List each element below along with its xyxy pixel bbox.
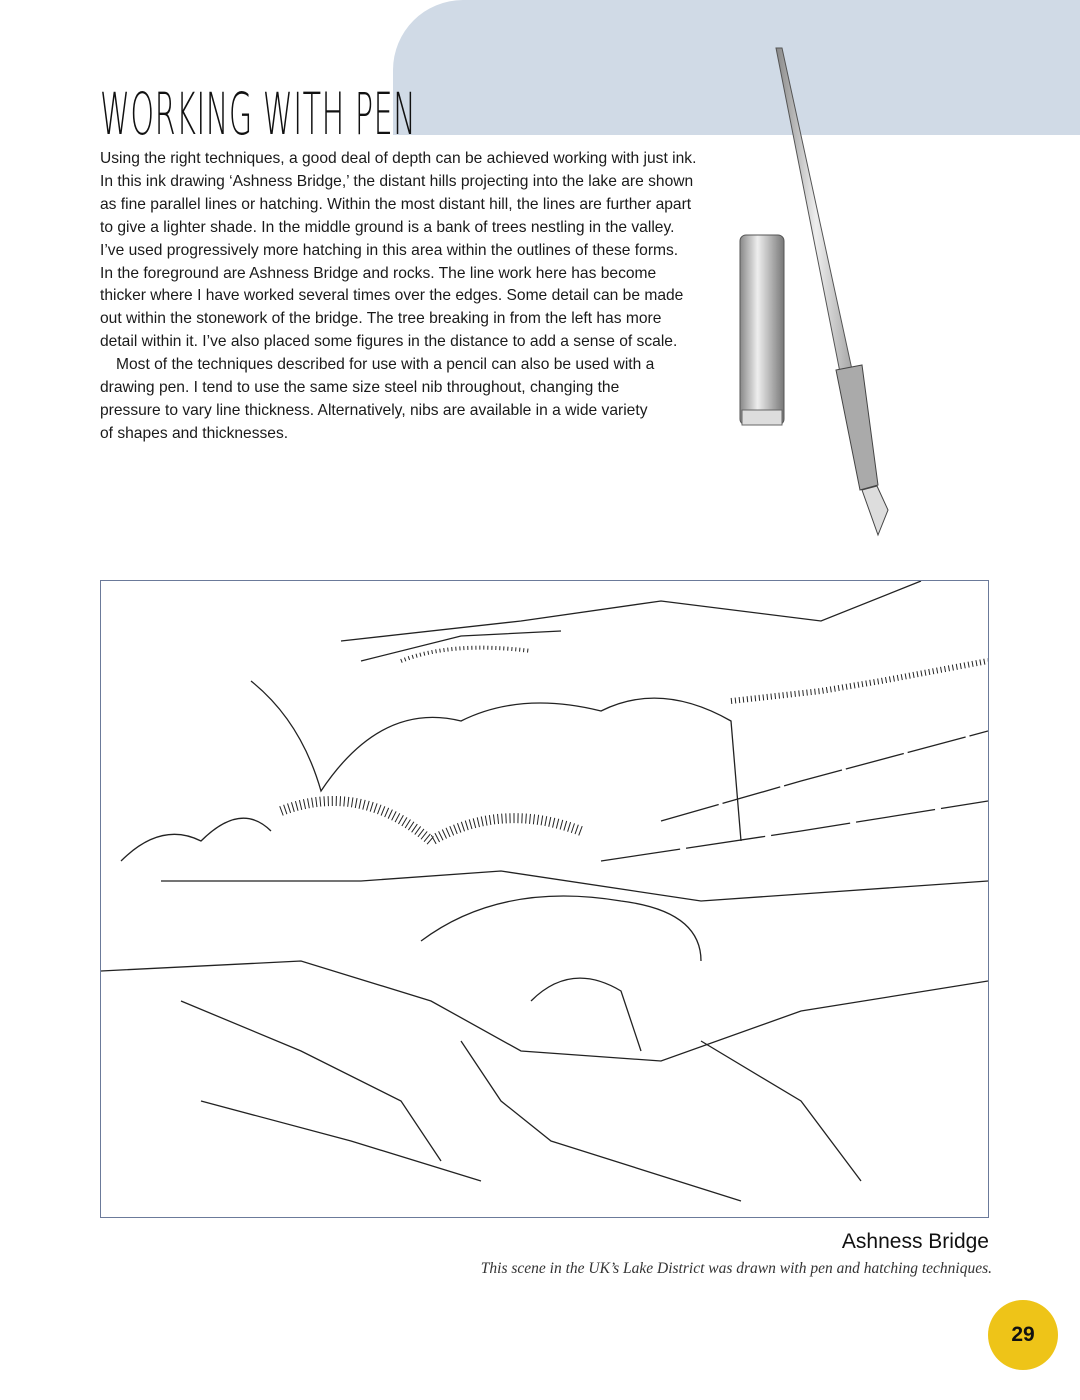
body-line: detail within it. I’ve also placed some figures in the distance to add a sense of scale. (100, 333, 678, 351)
body-line: to give a lighter shade. In the middle ground is a bank of trees nestling in the valley. (100, 218, 675, 236)
body-line: drawing pen. I tend to use the same size steel nib throughout, changing the (100, 379, 620, 397)
body-line: pressure to vary line thickness. Alternatively, nibs are available in a wide variety (100, 401, 648, 419)
pen-body (776, 48, 888, 535)
page-title: WORKING WITH PEN (100, 80, 417, 148)
page-number-badge: 29 (988, 1300, 1058, 1370)
figure-caption-title: Ashness Bridge (841, 1230, 989, 1253)
body-text (100, 148, 740, 446)
body-line: of shapes and thicknesses. (100, 424, 289, 442)
body-line: In the foreground are Ashness Bridge and rocks. The line work here has become (100, 264, 657, 282)
pen-cap (740, 235, 784, 425)
figure-caption-text: This scene in the UK’s Lake District was drawn with pen and hatching techniques. (480, 1260, 992, 1277)
ink-sketch (101, 581, 988, 1217)
fountain-pen-illustration (720, 40, 920, 550)
body-line: I’ve used progressively more hatching in this area within the outlines of these forms. (100, 241, 679, 259)
ashness-bridge-drawing (100, 580, 989, 1218)
body-line: as fine parallel lines or hatching. Within the most distant hill, the lines are further apart (100, 195, 692, 213)
body-line: thicker where I have worked several times over the edges. Some detail can be made (100, 287, 684, 305)
body-line: out within the stonework of the bridge. The tree breaking in from the left has more (100, 310, 662, 328)
body-line: In this ink drawing ‘Ashness Bridge,’ the distant hills projecting into the lake are shown (100, 172, 694, 190)
body-line: Using the right techniques, a good deal of depth can be achieved working with just ink. (100, 150, 697, 167)
body-line: Most of the techniques described for use with a pencil can also be used with a (116, 356, 655, 374)
